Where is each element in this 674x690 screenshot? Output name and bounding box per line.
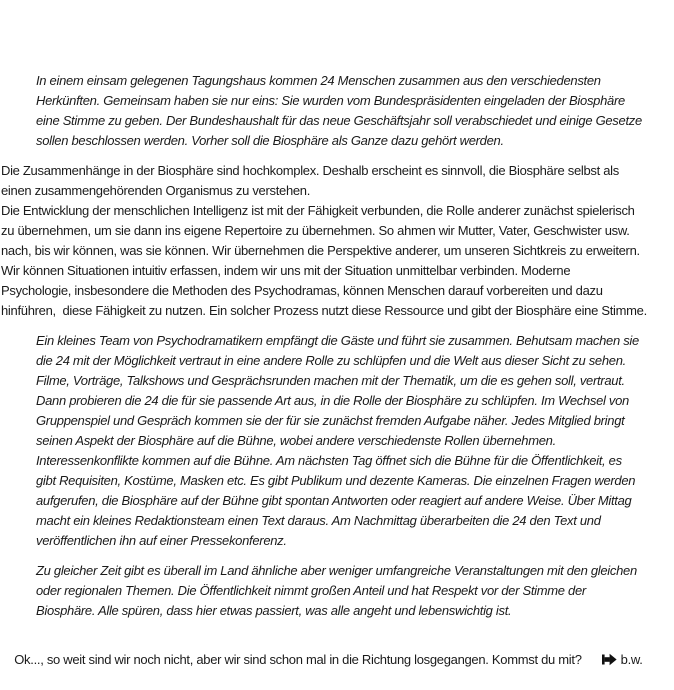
text-line: zu übernehmen, um sie dann ins eigene Repertoire zu übernehmen. So ahmen wir Mutter, Vater, Geschwister usw. — [1, 223, 630, 238]
text-line: Herkünften. Gemeinsam haben sie nur eins: Sie wurden vom Bundespräsidenten eingeladen der Biosphäre — [36, 93, 625, 108]
text-line: Ein kleines Team von Psychodramatikern empfängt die Gäste und führt sie zusammen. Behutsam machen sie — [36, 333, 639, 348]
text-line: die 24 mit der Möglichkeit vertraut in eine andere Rolle zu schlüpfen und die Welt aus dieser Sicht zu sehen. — [36, 353, 626, 368]
text-line: Filme, Vorträge, Talkshows und Gesprächsrunden machen mit der Thematik, um die es gehen soll, vertraut. — [36, 373, 625, 388]
text-line: veröffentlichen ihn auf einer Pressekonferenz. — [36, 533, 287, 548]
text-line: nach, bis wir können, was sie können. Wir übernehmen die Perspektive anderer, um unseren Sichtkreis zu erweitern. — [1, 243, 640, 258]
text-line: hinführen, diese Fähigkeit zu nutzen. Ein solcher Prozess nutzt diese Ressource und gibt der Biosphäre eine Stimme. — [1, 303, 647, 318]
paragraph-body-explanation — [0, 161, 674, 321]
text-line: seinen Aspekt der Biosphäre auf die Bühne, wobei andere verschiedenste Rollen übernehmen. — [36, 433, 556, 448]
paragraph-scenario-intro — [0, 71, 674, 151]
text-line: Dann probieren die 24 die für sie passende Art aus, in die Rolle der Biosphäre zu schlüpfen. Im Wechsel von — [36, 393, 629, 408]
text-line: macht ein kleines Redaktionsteam einen Text daraus. Am Nachmittag überarbeiten die 24 den Text und — [36, 513, 601, 528]
bw-note: b.w. — [620, 652, 643, 667]
text-line: Psychologie, insbesondere die Methoden des Psychodramas, können Menschen darauf vorbereiten und dazu — [1, 283, 603, 298]
text-line: einen zusammengehörenden Organismus zu verstehen. — [1, 183, 311, 198]
text-line: Zu gleicher Zeit gibt es überall im Land ähnliche aber weniger umfangreiche Veranstaltungen mit den gleichen — [36, 563, 637, 578]
text-line: Die Zusammenhänge in der Biosphäre sind hochkomplex. Deshalb erscheint es sinnvoll, die Biosphäre selbst als — [1, 163, 619, 178]
text-line: Interessenkonflikte kommen auf die Bühne. Am nächsten Tag öffnet sich die Bühne für die Öffentlichkeit, es — [36, 453, 622, 468]
paragraph-scenario-parallel — [0, 561, 674, 621]
text-line: Gruppenspiel und Gespräch kommen sie der für sie zunächst fremden Aufgabe näher. Jedes Mitglied bringt — [36, 413, 625, 428]
text-line: eine Stimme zu geben. Der Bundeshaushalt für das neue Geschäftsjahr soll verabschiedet und einige Gesetze — [36, 113, 642, 128]
closing-line — [0, 630, 674, 690]
text-line: Die Entwicklung der menschlichen Intelligenz ist mit der Fähigkeit verbunden, die Rolle anderer zunächst spielerisch — [1, 203, 635, 218]
text-line: Biosphäre. Alle spüren, dass hier etwas passiert, was alle angeht und lebenswichtig ist. — [36, 603, 512, 618]
closing-text: Ok..., so weit sind wir noch nicht, aber wir sind schon mal in die Richtung losgegangen. Kommst du mit? — [14, 652, 582, 667]
text-line: Wir können Situationen intuitiv erfassen, indem wir uns mit der Situation unmittelbar verbinden. Moderne — [1, 263, 571, 278]
paragraph-scenario-detail — [0, 331, 674, 551]
text-line: gibt Requisiten, Kostüme, Masken etc. Es gibt Publikum und dezente Kameras. Die einzelnen Fragen werden — [36, 473, 636, 488]
text-line: In einem einsam gelegenen Tagungshaus kommen 24 Menschen zusammen aus den verschiedensten — [36, 73, 601, 88]
text-line: sollen beschlossen werden. Vorher soll die Biosphäre als Ganze dazu gehört werden. — [36, 133, 504, 148]
text-line: oder regionalen Themen. Die Öffentlichkeit nimmt großen Anteil und hat Respekt vor der Stimme der — [36, 583, 586, 598]
right-arrow-icon — [602, 653, 617, 666]
text-line: aufgerufen, die Biosphäre auf der Bühne gibt spontan Antworten oder reagiert auf andere Weise. Über Mittag — [36, 493, 632, 508]
